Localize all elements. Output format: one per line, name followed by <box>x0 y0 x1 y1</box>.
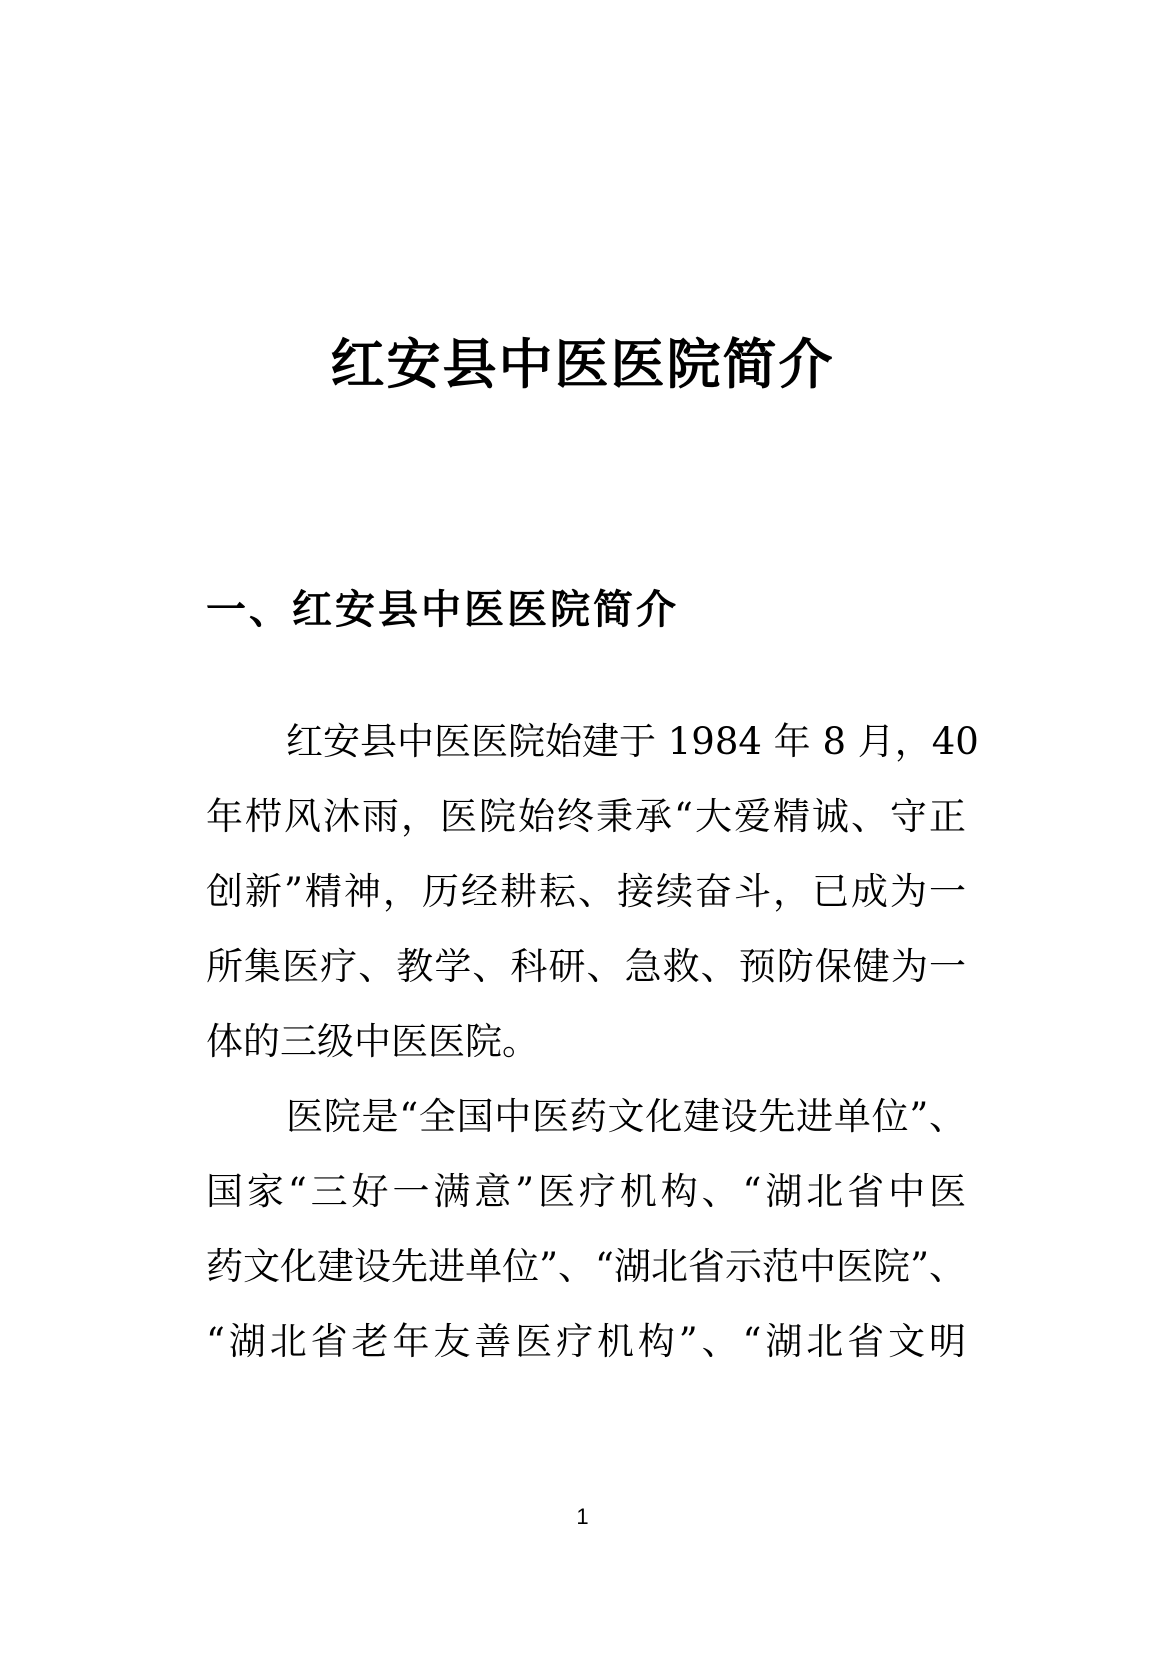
section-heading: 一、红安县中医医院简介 <box>206 587 679 633</box>
page-number: 1 <box>576 1504 589 1529</box>
document-title: 红安县中医医院简介 <box>330 333 835 396</box>
paragraph-2-line: 药文化建设先进单位”、“湖北省示范中医院”、 <box>206 1245 966 1288</box>
paragraph-2-line: 医院是“全国中医药文化建设先进单位”、 <box>286 1095 966 1138</box>
paragraph-2-line: “湖北省老年友善医疗机构”、“湖北省文明 <box>206 1320 966 1363</box>
paragraph-1-line: 体的三级中医医院。 <box>206 1020 539 1063</box>
paragraph-1-line: 创新”精神，历经耕耘、接续奋斗，已成为一 <box>206 870 966 913</box>
paragraph-1-line: 年栉风沐雨，医院始终秉承“大爱精诚、守正 <box>206 795 966 838</box>
paragraph-1-line: 所集医疗、教学、科研、急救、预防保健为一 <box>206 945 966 988</box>
paragraph-1-line: 红安县中医医院始建于 1984 年 8 月，40 <box>286 720 979 763</box>
paragraph-2-line: 国家“三好一满意”医疗机构、“湖北省中医 <box>206 1170 966 1213</box>
